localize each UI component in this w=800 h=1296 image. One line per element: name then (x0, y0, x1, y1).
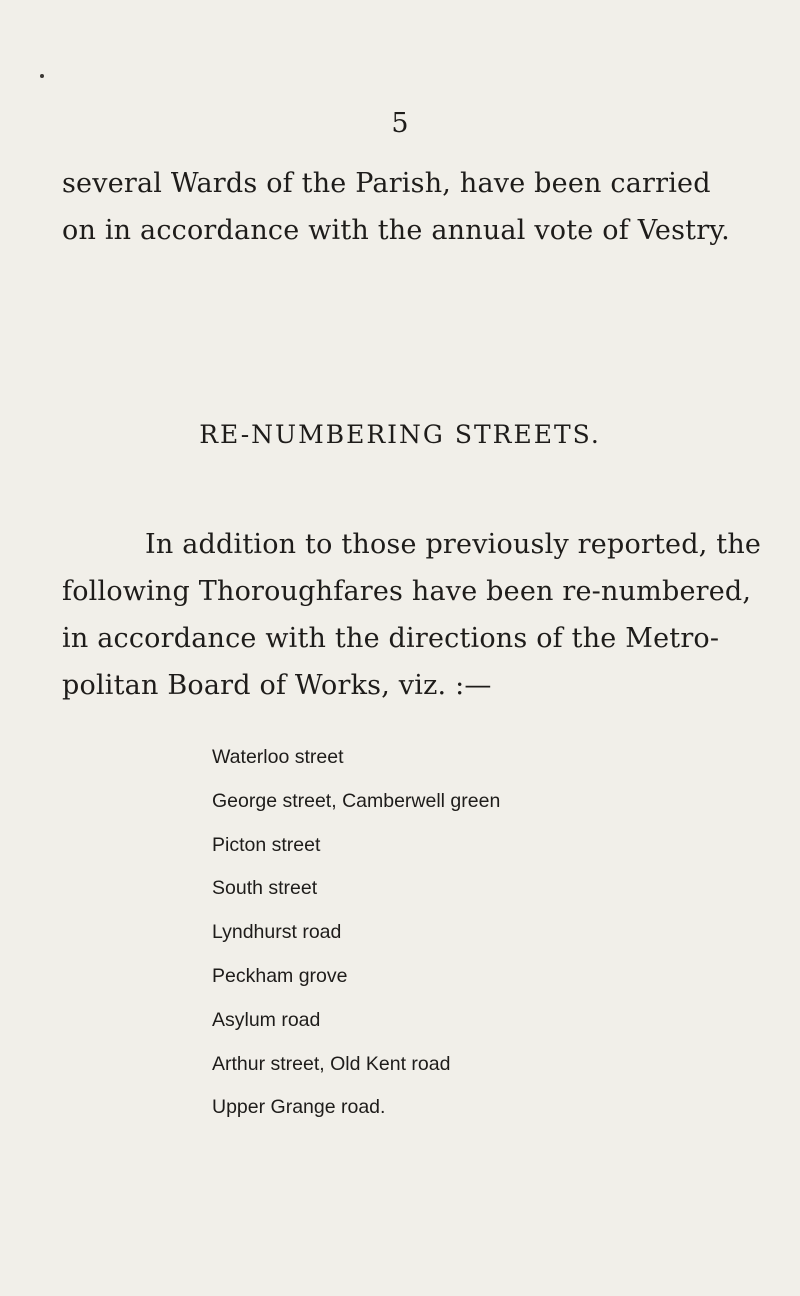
paragraph-line-3: in accordance with the directions of the Metro- (62, 623, 720, 654)
list-item: Picton street (212, 833, 321, 856)
list-item: Arthur street, Old Kent road (212, 1052, 451, 1075)
paragraph-line-1: In addition to those previously reported, the (145, 529, 762, 560)
paragraph-line-4: politan Board of Works, viz. :— (62, 670, 492, 701)
ink-speck (40, 74, 44, 78)
intro-line-2: on in accordance with the annual vote of Vestry. (62, 215, 730, 246)
list-item: George street, Camberwell green (212, 789, 501, 812)
page-number: 5 (391, 108, 409, 139)
list-item: South street (212, 877, 318, 900)
paragraph-line-2: following Thoroughfares have been re-numbered, (62, 576, 752, 607)
street-list (212, 746, 500, 1140)
intro-line-1: several Wards of the Parish, have been carried (62, 168, 711, 199)
list-item: Peckham grove (212, 964, 348, 987)
list-item: Lyndhurst road (212, 921, 342, 944)
list-item: Waterloo street (212, 746, 344, 768)
list-item: Asylum road (212, 1008, 321, 1031)
section-heading: RE-NUMBERING STREETS. (199, 420, 601, 449)
list-item: Upper Grange road. (212, 1096, 386, 1119)
